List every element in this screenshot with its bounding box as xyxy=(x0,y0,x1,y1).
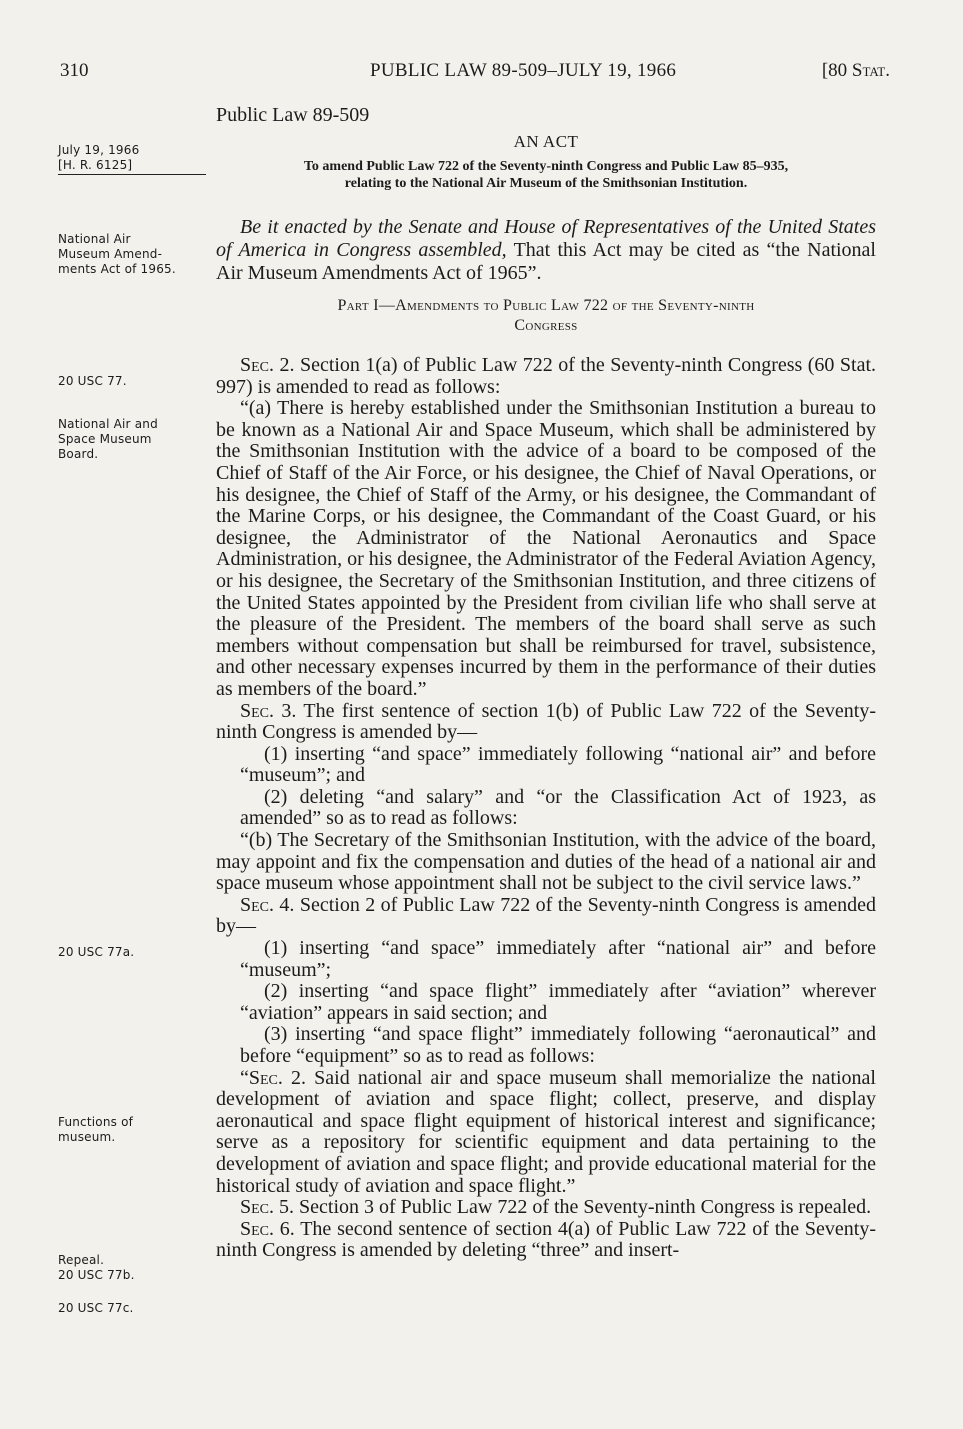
page-number: 310 xyxy=(60,60,89,81)
repeal-note-line: Repeal. xyxy=(58,1253,105,1267)
section-3-item-2: (2) deleting “and salary” and “or the Classification Act of 1923, as amended” so as to read as follows: xyxy=(240,785,876,830)
purpose-line: relating to the National Air Museum of the Smithsonian Institution. xyxy=(344,176,748,191)
section-2-quote: “(a) There is hereby established under the Smithsonian Institution a bureau to be known as a National Air and Space Museum, which shall be administered by the Smithsonian Institution with the advice of a board to be composed of the Chief of Staff of the Air Force, or his designee, the Chief of Naval Operations, or his designee, the Chief of Staff of the Army, or his designee, the Commandant of the Marine Corps, or his designee, the Commandant of the Coast Guard, or his designee, the Administrator of the National Aeronautics and Space Administration, or his designee, the Administrator of the Federal Aviation Agency, or his designee, the Secretary of the Smithsonian Institution, and three citizens of the United States appointed by the President from civilian life who shall serve at the pleasure of the President. The members of the board shall serve as such members without compensation but shall be reimbursed for travel, subsistence, and other necessary expenses incurred by them in the performance of their duties as members of the board.” xyxy=(216,397,876,700)
section-3 xyxy=(216,701,876,744)
section-label: Sec. 4. xyxy=(240,893,295,916)
section-label: Sec. 3. xyxy=(240,699,297,722)
section-3-item-1: (1) inserting “and space” immediately following “national air” and before “museum”; and xyxy=(240,742,876,787)
volume-prefix: [80 xyxy=(821,60,852,81)
section-text: The second sentence of section 4(a) of Public Law 722 of the Seventy-ninth Congress is amended by deleting “three” and insert- xyxy=(216,1217,877,1262)
bill-number: [H. R. 6125] xyxy=(58,158,133,172)
volume-citation xyxy=(822,60,890,82)
section-4-item-1: (1) inserting “and space” immediately after “national air” and before “museum”; xyxy=(240,937,876,981)
section-4-item-2: (2) inserting “and space flight” immediately after “aviation” wherever “aviation” appears in said section; and xyxy=(240,980,876,1024)
section-3-quote: “(b) The Secretary of the Smithsonian Institution, with the advice of the board, may appoint and fix the compensation and duties of the head of a national air and space museum whose appointment shall not be subject to the civil service laws.” xyxy=(216,829,876,895)
board-note-line: National Air and xyxy=(58,417,158,431)
short-title-line: Museum Amend- xyxy=(58,247,163,261)
section-text: Section 2 of Public Law 722 of the Seventy-ninth Congress is amended by— xyxy=(216,893,877,938)
margin-note-board xyxy=(58,417,208,462)
usc-citation: 20 USC 77. xyxy=(58,374,127,388)
section-label: “Sec. 2. xyxy=(240,1066,307,1089)
enacting-formula: Be it enacted by the Senate and House of Representatives of the United States of America in Congress assembled, xyxy=(216,216,876,261)
margin-note-repeal xyxy=(58,1253,208,1283)
section-5 xyxy=(216,1197,876,1219)
statute-body xyxy=(216,355,876,1262)
board-note-line: Space Museum xyxy=(58,432,152,446)
section-text: Said national air and space museum shall memorialize the national development of aviation and space flight; collect, preserve, and display aeronautical and space flight equipment of historical interest and significance; serve as a repository for scientific equipment and data pertaining to the development of aviation and space flight; and provide educational material for the historical study of aviation and space flight.” xyxy=(216,1066,876,1197)
section-label: Sec. 6. xyxy=(240,1217,295,1240)
section-2 xyxy=(216,355,876,398)
volume-stat: Stat. xyxy=(851,60,890,81)
section-text: Section 1(a) of Public Law 722 of the Seventy-ninth Congress (60 Stat. 997) is amended to read as follows: xyxy=(216,354,877,398)
margin-note-cite-77 xyxy=(58,374,208,389)
section-4-quote xyxy=(216,1068,876,1198)
enacting-clause xyxy=(216,216,876,285)
part-heading-line: Part I—Amendments to Public Law 722 of the Seventy-ninth xyxy=(337,297,755,314)
functions-note-line: Functions of xyxy=(58,1115,134,1129)
law-number: Public Law 89-509 xyxy=(216,104,370,126)
section-4 xyxy=(216,895,876,938)
section-6 xyxy=(216,1219,876,1262)
section-text: Section 3 of Public Law 722 of the Seventy-ninth Congress is repealed. xyxy=(294,1196,872,1219)
margin-note-functions xyxy=(58,1115,208,1145)
running-head xyxy=(60,60,890,90)
section-4-item-3: (3) inserting “and space flight” immediately following “aeronautical” and before “equipment” so as to read as follows: xyxy=(240,1023,876,1067)
part-heading xyxy=(216,296,876,336)
short-title-line: National Air xyxy=(58,232,131,246)
act-purpose xyxy=(216,158,876,192)
an-act-heading: AN ACT xyxy=(513,132,579,151)
margin-rule xyxy=(58,174,206,175)
short-title-line: ments Act of 1965. xyxy=(58,262,176,276)
purpose-line: To amend Public Law 722 of the Seventy-ninth Congress and Public Law 85–935, xyxy=(303,159,789,174)
usc-citation: 20 USC 77c. xyxy=(58,1301,134,1315)
enactment-date: July 19, 1966 xyxy=(58,143,140,157)
board-note-line: Board. xyxy=(58,447,99,461)
usc-citation: 20 USC 77a. xyxy=(58,945,135,959)
usc-citation: 20 USC 77b. xyxy=(58,1268,135,1282)
section-label: Sec. 2. xyxy=(240,354,295,376)
section-label: Sec. 5. xyxy=(240,1196,295,1219)
margin-note-short-title xyxy=(58,232,208,277)
section-text: The first sentence of section 1(b) of Public Law 722 of the Seventy-ninth Congress is amended by— xyxy=(216,699,876,744)
short-title-text: That this Act may be cited as “the National Air Museum Amendments Act of 1965”. xyxy=(216,239,876,284)
header-title: PUBLIC LAW 89-509–JULY 19, 1966 xyxy=(370,60,677,81)
functions-note-line: museum. xyxy=(58,1130,116,1144)
margin-note-cite-77c xyxy=(58,1301,208,1316)
margin-note-date xyxy=(58,143,208,173)
part-heading-line: Congress xyxy=(514,317,578,334)
margin-note-cite-77a xyxy=(58,945,208,960)
